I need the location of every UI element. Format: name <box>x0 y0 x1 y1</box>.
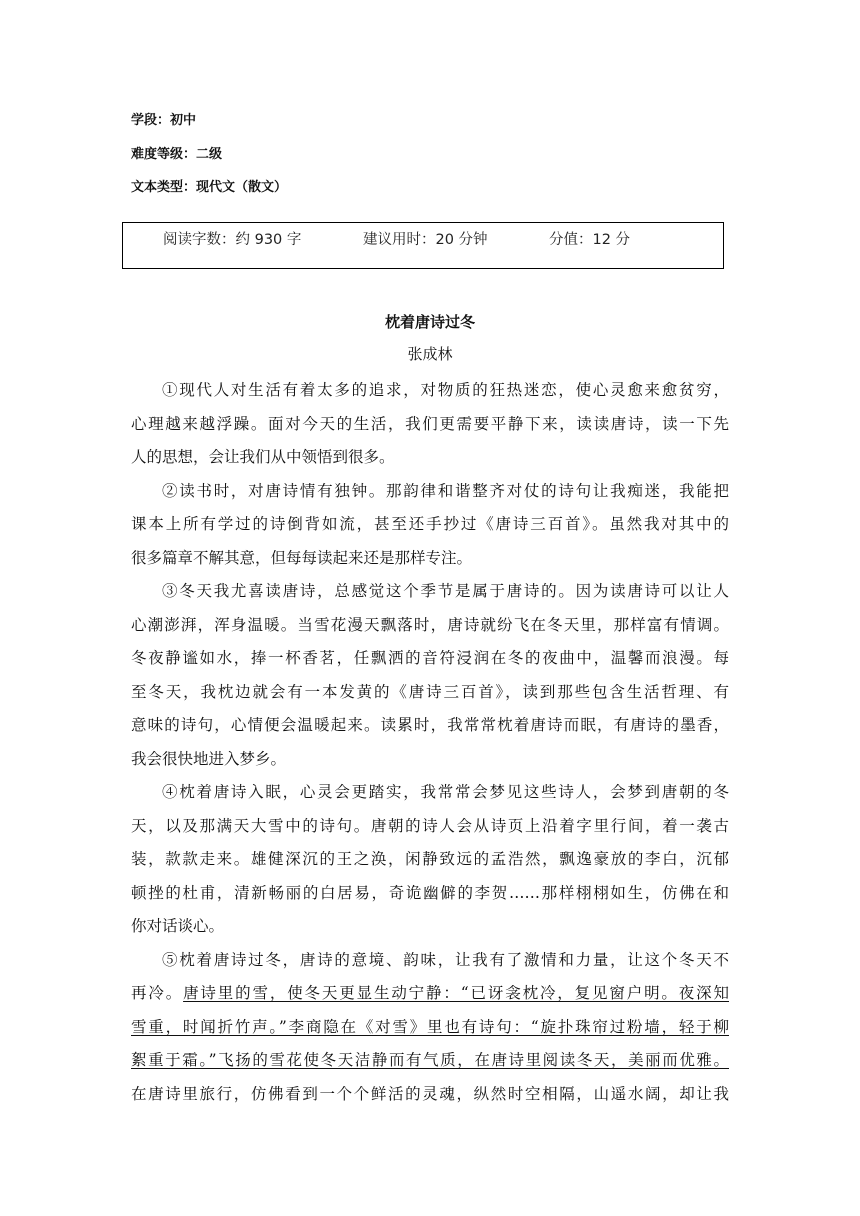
line-text: 我会很快地进入梦乡。 <box>131 750 287 768</box>
article-line <box>131 847 729 871</box>
line-text: 在唐诗里旅行，仿佛看到一个个鲜活的灵魂，纵然时空相隔，山遥水阔，却让我 <box>131 1085 729 1103</box>
article-title: 枕着唐诗过冬 <box>384 313 475 331</box>
article-line <box>162 780 729 804</box>
line-text: 心潮澎湃，浑身温暖。当雪花漫天飘落时，唐诗就纷飞在冬天里，那样富有情调。 <box>131 616 729 634</box>
article-line <box>131 1015 729 1039</box>
article-line <box>131 814 729 838</box>
meta-text-type: 文本类型：现代文（散文） <box>131 180 288 195</box>
article-line <box>162 378 729 402</box>
underlined-text: 絮重于霜。”飞扬的雪花使冬天洁静而有气质，在唐诗里阅读冬天，美丽而优雅。 <box>131 1051 729 1069</box>
line-text: 天，以及那满天大雪中的诗句。唐朝的诗人会从诗页上沿着字里行间，着一袭古 <box>131 817 729 835</box>
article-line <box>131 713 729 737</box>
line-text: 意味的诗句，心情便会温暖起来。读累时，我常常枕着唐诗而眠，有唐诗的墨香， <box>131 716 729 734</box>
article-line <box>131 680 729 704</box>
word-count: 阅读字数：约 930 字 <box>163 232 302 248</box>
article-line <box>131 512 729 536</box>
article-line <box>131 981 729 1005</box>
underlined-text: 唐诗里的雪，使冬天更显生动宁静：“已讶衾枕冷，复见窗户明。夜深知 <box>183 984 729 1002</box>
article-line <box>162 948 729 972</box>
line-text: 冬夜静谧如水，捧一杯香茗，任飘洒的音符浸润在冬的夜曲中，温馨而浪漫。每 <box>131 649 729 667</box>
article-line <box>131 546 729 570</box>
line-text: 心理越来越浮躁。面对今天的生活，我们更需要平静下来，读读唐诗，读一下先 <box>131 415 729 433</box>
article-line <box>131 914 729 938</box>
line-text: ⑤枕着唐诗过冬，唐诗的意境、韵味，让我有了激情和力量，让这个冬天不 <box>162 951 729 969</box>
article-line <box>131 646 729 670</box>
line-text: 人的思想，会让我们从中领悟到很多。 <box>131 448 395 466</box>
line-text: 很多篇章不解其意，但每每读起来还是那样专注。 <box>131 549 473 567</box>
article-line <box>131 1082 729 1106</box>
article-line <box>162 579 729 603</box>
line-text: ③冬天我尤喜读唐诗，总感觉这个季节是属于唐诗的。因为读唐诗可以让人 <box>162 582 729 600</box>
line-text: 你对话谈心。 <box>131 917 225 935</box>
article-line <box>131 747 729 771</box>
line-text: 至冬天，我枕边就会有一本发黄的《唐诗三百首》，读到那些包含生活哲理、有 <box>131 683 729 701</box>
article-line <box>131 613 729 637</box>
article-line <box>131 1048 729 1072</box>
line-text: ②读书时，对唐诗情有独钟。那韵律和谐整齐对仗的诗句让我痴迷，我能把 <box>162 482 729 500</box>
article-line <box>162 479 729 503</box>
line-text: ①现代人对生活有着太多的追求，对物质的狂热迷恋，使心灵愈来愈贫穷， <box>162 381 729 399</box>
line-text: 顿挫的杜甫，清新畅丽的白居易，奇诡幽僻的李贺……那样栩栩如生，仿佛在和 <box>131 884 729 902</box>
line-text: ④枕着唐诗入眠，心灵会更踏实，我常常会梦见这些诗人，会梦到唐朝的冬 <box>162 783 729 801</box>
article-author: 张成林 <box>407 345 453 363</box>
meta-difficulty: 难度等级：二级 <box>131 147 223 162</box>
article-line <box>131 881 729 905</box>
line-text: 课本上所有学过的诗倒背如流，甚至还手抄过《唐诗三百首》。虽然我对其中的 <box>131 515 729 533</box>
reading-info-box <box>122 222 724 269</box>
underlined-text: 雪重，时闻折竹声。”李商隐在《对雪》里也有诗句：“旋扑珠帘过粉墙，轻于柳 <box>131 1018 729 1036</box>
score-value: 分值：12 分 <box>549 232 631 248</box>
suggested-time: 建议用时：20 分钟 <box>363 232 488 248</box>
article-line <box>131 412 729 436</box>
line-text: 再冷。 <box>131 984 184 1002</box>
meta-school-level: 学段：初中 <box>131 113 197 128</box>
line-text: 装，款款走来。雄健深沉的王之涣，闲静致远的孟浩然，飘逸豪放的李白，沉郁 <box>131 850 729 868</box>
article-line <box>131 445 729 469</box>
